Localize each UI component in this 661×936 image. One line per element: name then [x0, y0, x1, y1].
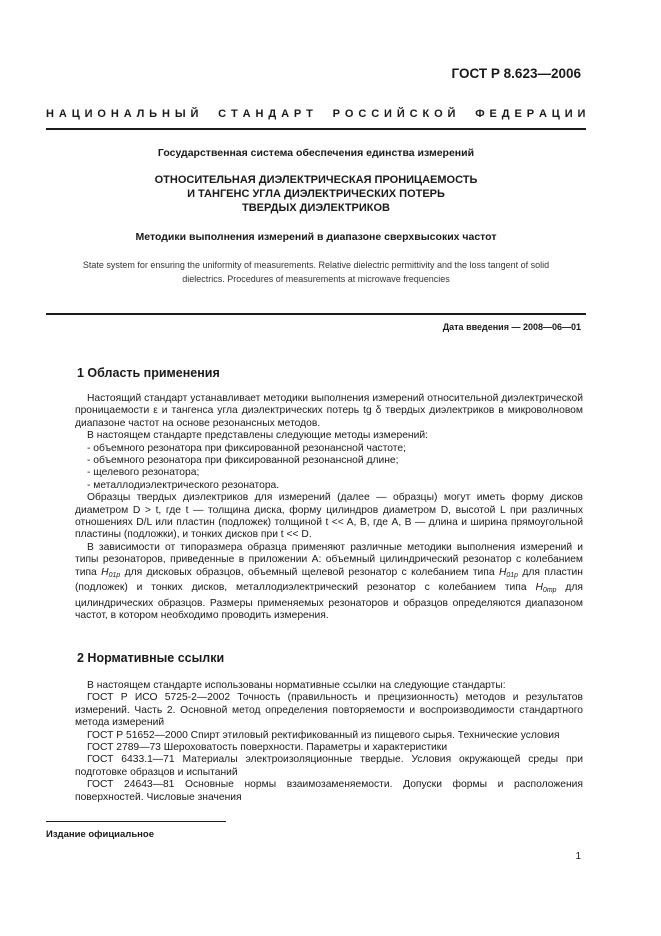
national-title-letter: Й	[447, 108, 456, 120]
p4-text-c: для пластин (подложек) и тонких дисков, металлодиэлектрический резонатор с колебанием типа	[75, 566, 583, 594]
page-number: 1	[575, 851, 581, 862]
national-title-letter: С	[409, 108, 418, 120]
national-title-letter: О	[434, 108, 443, 120]
p4-text-a: В зависимости от типоразмера образца применяют различные методики выполнения измерений и типы резонаторов, приведенные в приложении А: объемный цилиндрический резонатор с колебанием типа	[75, 541, 583, 578]
main-title-line-2: И ТАНГЕНС УГЛА ДИЭЛЕКТРИЧЕСКИХ ПОТЕРЬ	[187, 188, 445, 200]
english-title-line-1: State system for ensuring the uniformity of measurements. Relative dielectric permittivity and the loss tangent of solid	[82, 260, 550, 270]
system-title: Государственная система обеспечения единства измерений	[157, 147, 475, 159]
section-2-heading: 2 Нормативные ссылки	[77, 651, 225, 665]
national-title-letter: Р	[332, 108, 340, 120]
national-title-letter: Д	[501, 108, 510, 120]
section-1-paragraph-2: В настоящем стандарте представлены следующие методы измерений:	[87, 430, 428, 442]
national-title-letter: К	[422, 108, 430, 120]
national-title-letter	[460, 108, 470, 120]
document-number: ГОСТ Р 8.623—2006	[451, 66, 581, 81]
footer-rule	[46, 821, 226, 822]
national-title-letter: И	[84, 108, 93, 120]
official-edition-label: Издание официальное	[46, 829, 154, 840]
section-2-body	[75, 680, 583, 804]
mode-h01p-subscript-2: 01p	[506, 571, 519, 579]
national-title-letter: И	[577, 108, 586, 120]
methods-list-item: - объемного резонатора при фиксированной резонансной длине;	[87, 455, 399, 467]
reference-item: ГОСТ 6433.1—71 Материалы электроизоляционные твердые. Условия окружающей среды при подготовке образцов и испытаний	[75, 754, 583, 778]
national-title-letter: Т	[306, 108, 313, 120]
main-title-line-3: ТВЕРДЫХ ДИЭЛЕКТРИКОВ	[241, 202, 390, 214]
national-title-letter: Й	[396, 108, 405, 120]
main-title-line-1: ОТНОСИТЕЛЬНАЯ ДИЭЛЕКТРИЧЕСКАЯ ПРОНИЦАЕМОСТЬ	[154, 174, 478, 186]
national-title-letter: О	[344, 108, 354, 120]
national-title-letter: Д	[268, 108, 277, 120]
national-standard-title	[46, 108, 586, 120]
document-main-title	[46, 173, 586, 215]
national-title-letter: Ф	[475, 108, 485, 120]
national-title-letter: Т	[231, 108, 238, 120]
national-title-letter: О	[97, 108, 106, 120]
introduction-date: Дата введения — 2008—06—01	[442, 322, 581, 332]
national-title-letter: Н	[46, 108, 54, 120]
national-title-letter: Е	[514, 108, 522, 120]
mode-h0mp-symbol: H	[535, 582, 543, 594]
national-title-letter: Н	[110, 108, 119, 120]
header-rule	[46, 128, 586, 130]
methods-list-item: - металлодиэлектрического резонатора.	[87, 479, 280, 491]
title-rule	[46, 313, 586, 315]
national-title-letter: И	[564, 108, 573, 120]
reference-item: ГОСТ 24643—81 Основные нормы взаимозаменяемости. Допуски формы и расположения поверхностей. Числовые значения	[75, 779, 583, 803]
document-subtitle: Методики выполнения измерений в диапазоне сверхвысоких частот	[135, 231, 497, 243]
reference-item: ГОСТ Р 51652—2000 Спирт этиловый ректификованный из пищевого сырья. Технические условия	[87, 729, 560, 741]
national-title-letter	[318, 108, 328, 120]
national-title-letter: А	[58, 108, 67, 120]
national-title-letter: С	[218, 108, 227, 120]
national-title-letter: Ц	[551, 108, 560, 120]
mode-h01p-symbol: H	[101, 566, 109, 578]
national-title-letter: С	[358, 108, 367, 120]
section-2-paragraph-1: В настоящем стандарте использованы нормативные ссылки на следующие стандарты:	[87, 680, 506, 691]
mode-h01p-symbol-2: H	[498, 566, 507, 578]
english-title	[36, 258, 596, 286]
section-1-paragraph-1: Настоящий стандарт устанавливает методики выполнения измерений относительной диэлектрической проницаемости ε и тангенса угла диэлектрических потерь tg δ твердых диэлектриков в микроволновом диапазоне частот на основе резонансных методов.	[75, 393, 583, 429]
national-title-letter: А	[538, 108, 547, 120]
section-1-body	[75, 393, 583, 622]
mode-h0mp-subscript: 0mp	[542, 587, 557, 595]
methods-list-item: - щелевого резонатора;	[87, 467, 200, 479]
national-title-letter: Н	[255, 108, 264, 120]
national-title-letter: Ы	[174, 108, 186, 120]
mode-h01p-subscript: 01p	[108, 571, 121, 579]
national-title-letter: А	[123, 108, 132, 120]
national-title-letter: С	[371, 108, 380, 120]
p4-text-b: для дисковых образцов, объемный щелевой резонатор с колебанием типа	[120, 566, 499, 578]
national-title-letter: А	[242, 108, 251, 120]
national-title-letter: Ц	[71, 108, 80, 120]
national-title-letter: Р	[293, 108, 302, 120]
national-title-letter	[203, 108, 213, 120]
national-title-letter: И	[384, 108, 392, 120]
section-1-heading: 1 Область применения	[77, 366, 220, 380]
reference-item: ГОСТ 2789—73 Шероховатость поверхности. Параметры и характеристики	[87, 742, 448, 754]
national-title-letter: Й	[190, 108, 199, 120]
national-title-letter: Ь	[149, 108, 158, 120]
national-title-letter: Р	[526, 108, 535, 120]
p4-text-d: для цилиндрических образцов. Размеры применяемых резонаторов и образцов определяются диапазоном частот, в котором необходимо проводить измерения.	[75, 582, 584, 621]
national-title-letter: Н	[161, 108, 170, 120]
methods-list-item: - объемного резонатора при фиксированной резонансной частоте;	[87, 442, 406, 454]
national-title-letter: Л	[136, 108, 145, 120]
reference-item: ГОСТ Р ИСО 5725-2—2002 Точность (правильность и прецизионность) методов и результатов измерений. Часть 2. Основной метод определения повторяемости и воспроизводимости стандартного метода измерений	[75, 692, 583, 729]
section-1-paragraph-4	[75, 542, 583, 622]
national-title-letter: Е	[489, 108, 497, 120]
english-title-line-2: dielectrics. Procedures of measurements at microwave frequencies	[182, 274, 450, 284]
section-1-paragraph-3: Образцы твердых диэлектриков для измерений (далее — образцы) могут иметь форму дисков диаметром D > t, где t — толщина диска, форму цилиндров диаметром D, высотой L при различных отношениях D/L или пластин (подложек) толщиной t << A, B, где A, B — длина и ширина прямоугольной пластины (подложки), и тонких дисков при t << D.	[75, 492, 583, 541]
national-title-letter: А	[281, 108, 290, 120]
